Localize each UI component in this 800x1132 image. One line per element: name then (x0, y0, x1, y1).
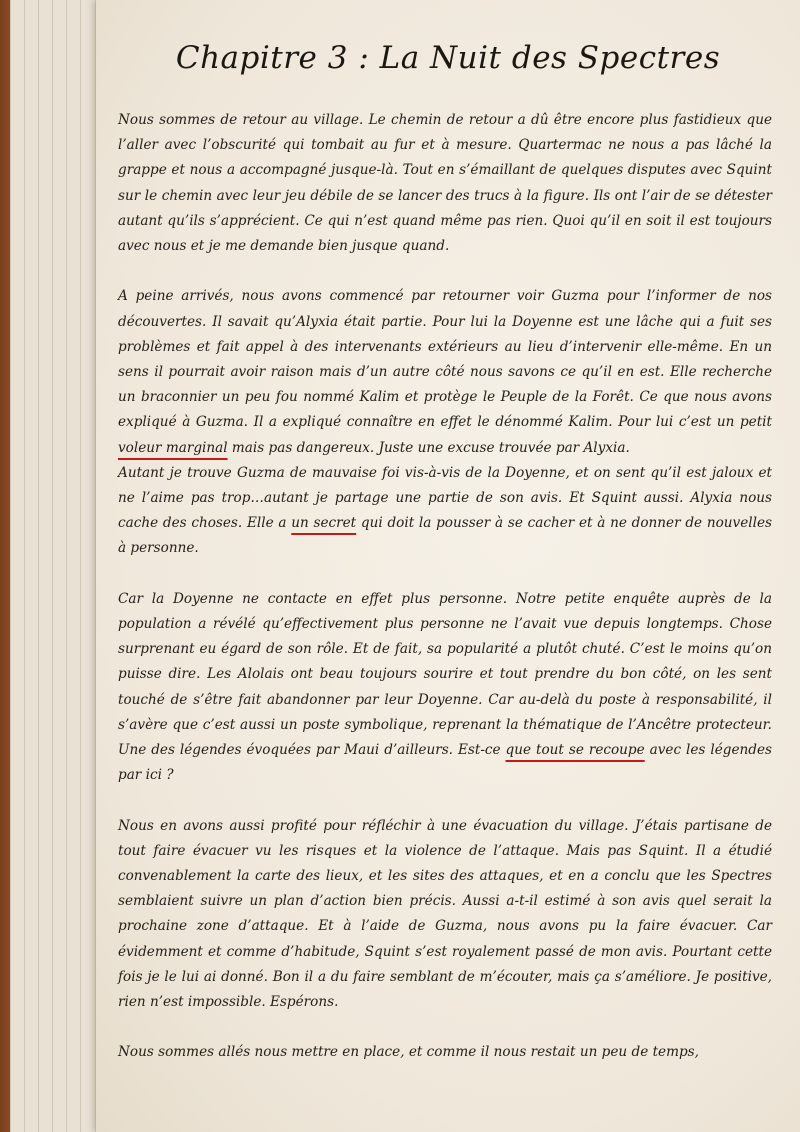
page-edges (10, 0, 110, 1132)
paragraph-text: A peine arrivés, nous avons commencé par retourner voir Guzma pour l’informer de nos découvertes. Il savait qu’Alyxia était partie. Pour lui la Doyenne est une lâche qui a fuit ses problèmes et fait appel à des intervenants extérieurs au lieu d’intervenir elle-même. En un sens il pourrait avoir raison mais d’un autre côté nous savons ce qu’il en est. Elle recherche un braconnier un peu fou nommé Kalim et protège le Peuple de la Forêt. Ce que nous avons expliqué à Guzma. Il a expliqué connaître en effet le dénommé Kalim. Pour lui c’est un petit (118, 288, 772, 431)
underlined-phrase: un secret (291, 515, 357, 532)
underlined-phrase: que tout se recoupe (505, 742, 645, 759)
paragraph-text: Autant je trouve Guzma de mauvaise foi vis-à-vis de la Doyenne, et on sent qu’il est jaloux et ne l’aime pas trop…autant je partage une partie de son avis. Et Squint aussi. Alyxia nous cache des choses. Elle a (118, 464, 772, 532)
paragraph (118, 587, 772, 789)
paragraph-text: mais pas dangereux. Juste une excuse trouvée par Alyxia. (227, 439, 630, 456)
paragraph (118, 461, 772, 562)
underlined-phrase: voleur marginal (118, 439, 228, 456)
paragraph-text: avec les légendes par ici ? (118, 742, 772, 784)
paragraph-text: Car la Doyenne ne contacte en effet plus personne. Notre petite enquête auprès de la population a révélé qu’effectivement plus personne ne l’avait vue depuis longtemps. Chose surprenant eu égard de son rôle. Et de fait, sa popularité a plutôt chuté. C’est le moins qu’on puisse dire. Les Alolais ont beau toujours sourire et tout prendre du bon côté, on les sent touché de s’être fait abandonner par leur Doyenne. Car au-delà du poste à responsabilité, il s’avère que c’est aussi un poste symbolique, reprenant la thématique de l’Ancêtre protecteur. Une des légendes évoquées par Maui d’ailleurs. Est-ce (118, 590, 772, 759)
paragraph: Nous sommes de retour au village. Le chemin de retour a dû être encore plus fastidieux que l’aller avec l’obscurité qui tombait au fur et à mesure. Quartermac ne nous a pas lâché la grappe et nous a accompagné jusque-là. Tout en s’émaillant de quelques disputes avec Squint sur le chemin avec leur jeu débile de se lancer des trucs à la figure. Ils ont l’air de se détester autant qu’ils s’apprécient. Ce qui n’est quand même pas rien. Quoi qu’il en soit il est toujours avec nous et je me demande bien jusque quand. (118, 112, 772, 255)
chapter-title: Chapitre 3 : La Nuit des Spectres (175, 40, 721, 76)
paragraph: Nous sommes allés nous mettre en place, et comme il nous restait un peu de temps, (118, 1044, 699, 1061)
paragraph: Nous en avons aussi profité pour réfléchir à une évacuation du village. J’étais partisane de tout faire évacuer vu les risques et la violence de l’attaque. Mais pas Squint. Il a étudié convenablement la carte des lieux, et les sites des attaques, et en a conclu que les Spectres semblaient suivre un plan d’action bien précis. Aussi a-t-il estimé à son avis quel serait la prochaine zone d’attaque. Et à l’aide de Guzma, nous avons pu la faire évacuer. Car évidemment et comme d’habitude, Squint s’est royalement passé de mon avis. Pourtant cette fois je le lui ai donné. Bon il a du faire semblant de m’écouter, mais ça s’améliore. Je positive, rien n’est impossible. Espérons. (118, 817, 772, 1011)
chapter-text (118, 108, 772, 1066)
paragraph-text: qui doit la pousser à se cacher et à ne donner de nouvelles à personne. (118, 515, 772, 557)
paragraph (118, 284, 772, 460)
